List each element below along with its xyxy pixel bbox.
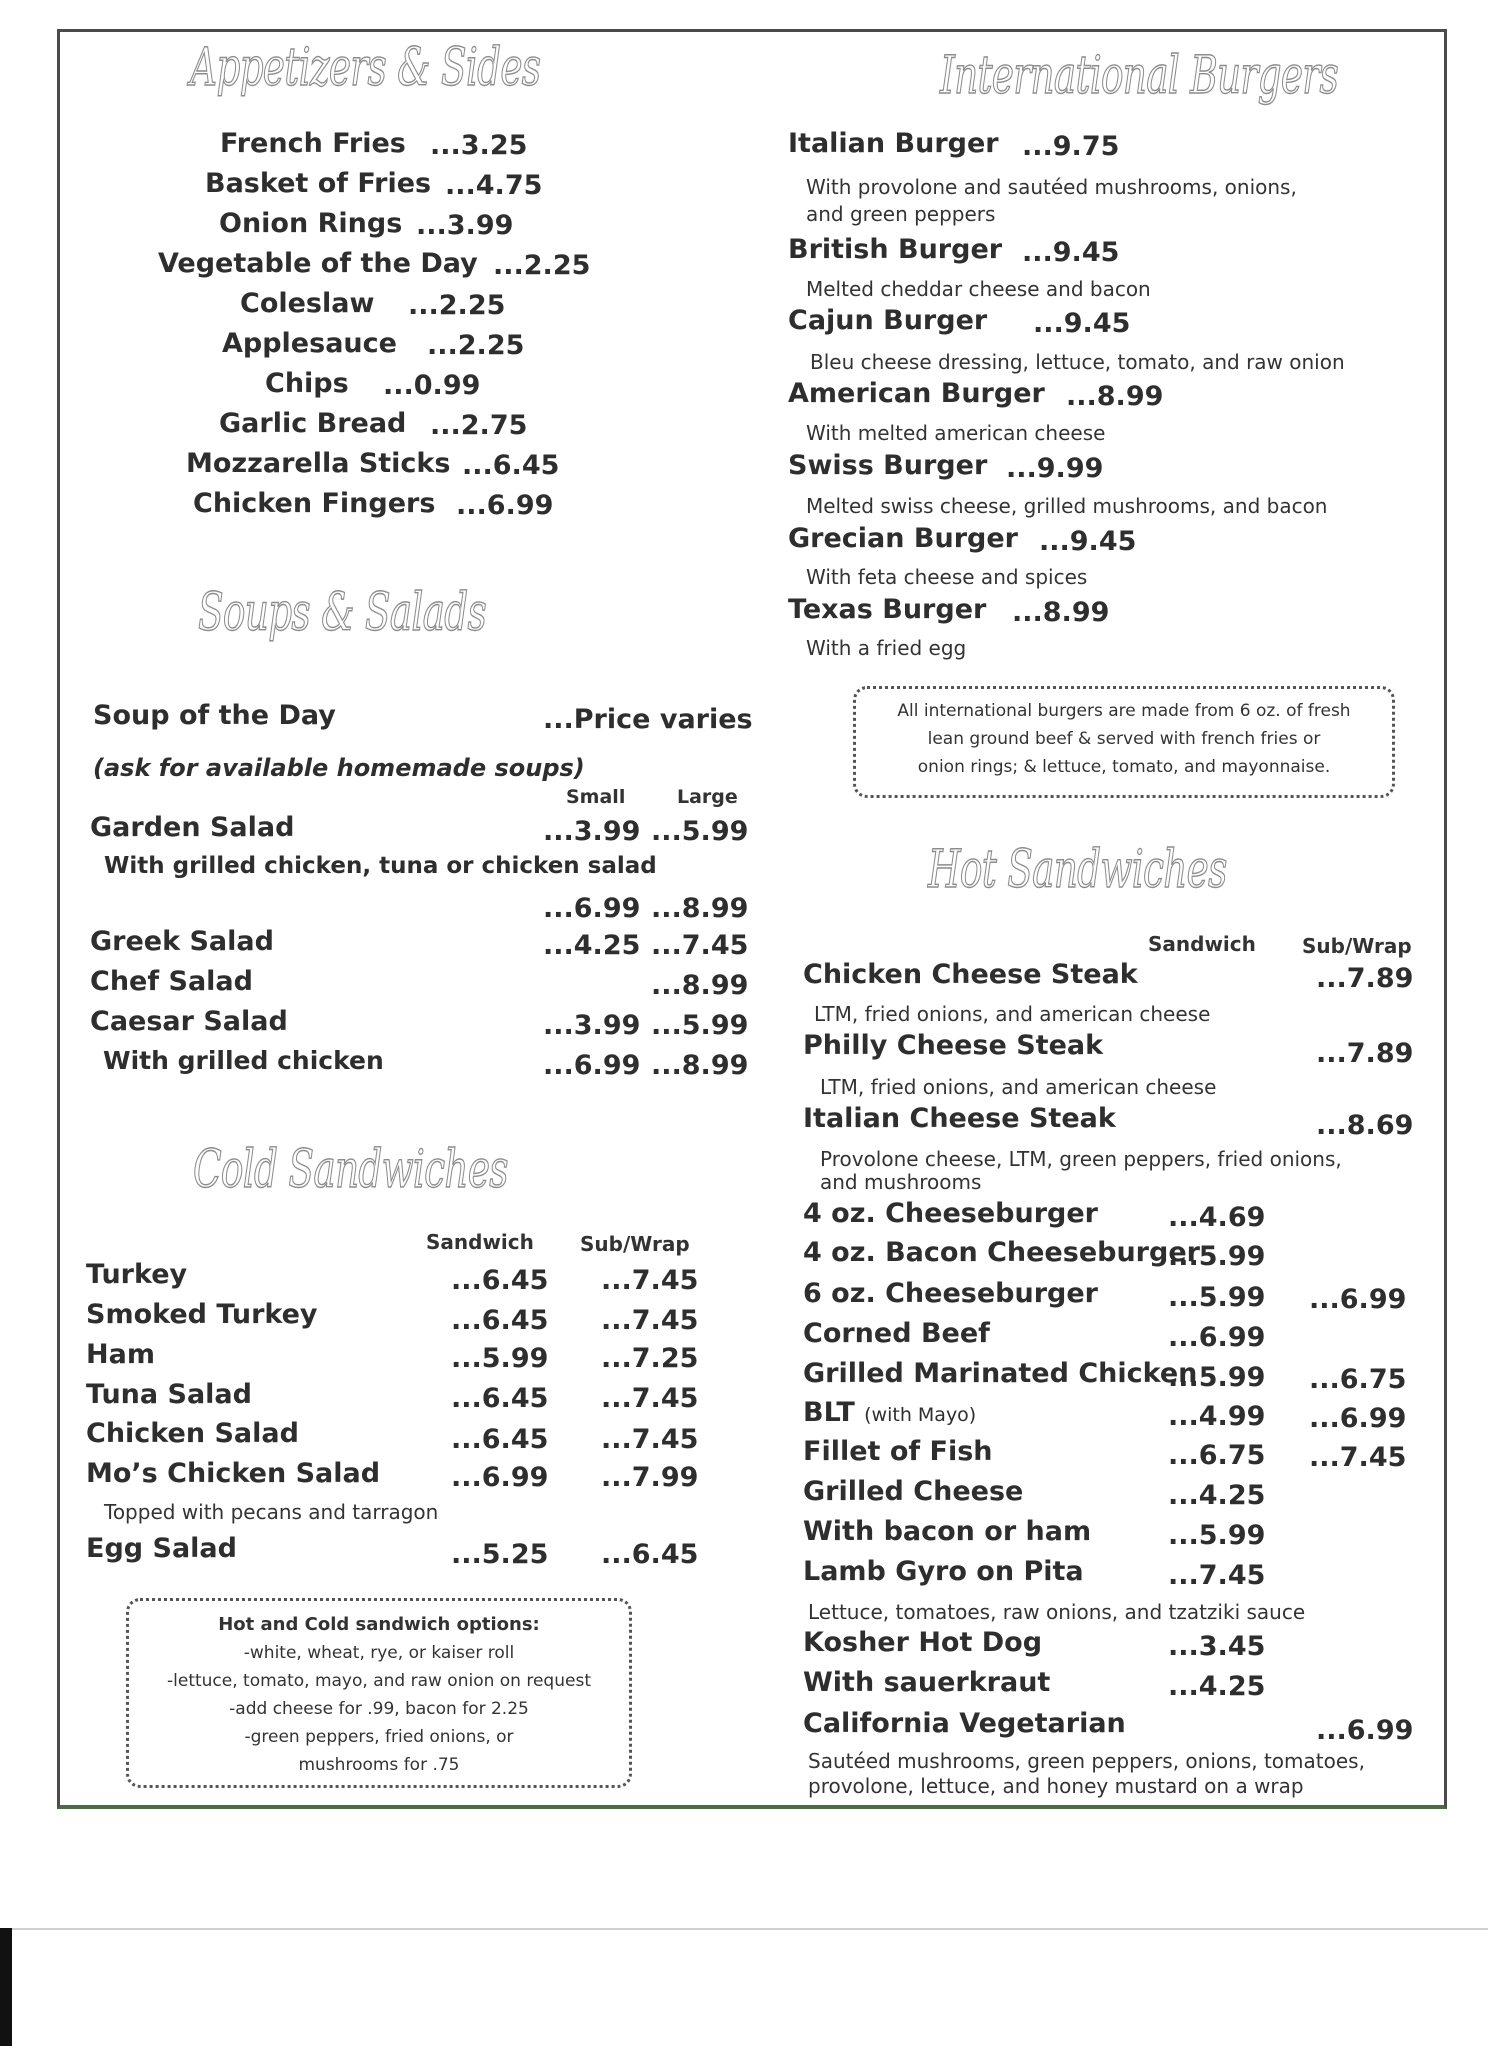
hot-sandwich-price: ...4.25 <box>1168 1480 1266 1511</box>
col-small: Small <box>566 786 626 808</box>
sub-price: ...7.45 <box>601 1305 699 1336</box>
burger-note-box <box>853 686 1395 798</box>
salad-name: Garden Salad <box>90 812 295 843</box>
hot-item-desc: provolone, lettuce, and honey mustard on a wrap <box>808 1774 1304 1798</box>
burger-price: ...9.75 <box>1022 131 1120 162</box>
salad-large-price: ...8.99 <box>651 970 749 1001</box>
blt-extra: (with Mayo) <box>864 1404 977 1426</box>
soup-note: (ask for available homemade soups) <box>93 754 585 782</box>
hot-heading: Hot Sandwiches <box>928 840 1227 900</box>
scan-edge <box>0 1928 12 2046</box>
hot-sub-price: ...6.99 <box>1309 1403 1407 1434</box>
hot-sandwich-price: ...4.99 <box>1168 1401 1266 1432</box>
burger-price: ...9.45 <box>1033 308 1131 339</box>
menu-item-name: Garlic Bread <box>219 408 407 439</box>
menu-item-price: ...2.25 <box>408 290 506 321</box>
burger-desc: Melted cheddar cheese and bacon <box>806 277 1151 301</box>
menu-item-name: Vegetable of the Day <box>158 248 478 279</box>
sandwich-name: Egg Salad <box>86 1533 237 1564</box>
hot-item-desc: LTM, fried onions, and american cheese <box>814 1002 1211 1026</box>
burger-price: ...8.99 <box>1066 381 1164 412</box>
hot-sandwich-price: ...6.99 <box>1168 1322 1266 1353</box>
hot-sub-price: ...6.75 <box>1309 1364 1407 1395</box>
menu-item-price: ...4.75 <box>445 170 543 201</box>
sandwich-name: Mo’s Chicken Salad <box>86 1458 381 1489</box>
sub-price: ...7.99 <box>601 1462 699 1493</box>
sub-price: ...7.45 <box>601 1424 699 1455</box>
sub-price: ...6.45 <box>601 1539 699 1570</box>
sandwich-name: Tuna Salad <box>86 1379 252 1410</box>
sandwich-price: ...6.45 <box>451 1265 549 1296</box>
hot-sub-price: ...8.69 <box>1316 1110 1414 1141</box>
sandwich-name: Smoked Turkey <box>86 1299 318 1330</box>
menu-item-name: Basket of Fries <box>205 168 432 199</box>
burgers-heading: International Burgers <box>940 46 1338 106</box>
hot-item-desc: LTM, fried onions, and american cheese <box>820 1075 1217 1099</box>
sub-price: ...7.25 <box>601 1343 699 1374</box>
menu-item-price: ...3.99 <box>416 210 514 241</box>
salad-small-price: ...6.99 <box>543 1050 641 1081</box>
menu-item-price: ...6.45 <box>462 450 560 481</box>
sandwich-price: ...5.99 <box>451 1343 549 1374</box>
hot-sandwich-price: ...3.45 <box>1168 1631 1266 1662</box>
hot-item-name: Philly Cheese Steak <box>803 1030 1104 1061</box>
salad-large-price: ...5.99 <box>651 1010 749 1041</box>
hot-sub-price: ...7.89 <box>1316 1038 1414 1069</box>
burger-desc: With melted american cheese <box>806 421 1106 445</box>
burger-price: ...8.99 <box>1012 597 1110 628</box>
options-line: -white, wheat, rye, or kaiser roll <box>243 1643 515 1663</box>
burger-desc: and green peppers <box>806 202 996 226</box>
soup-price: ...Price varies <box>543 704 753 735</box>
sandwich-name: Ham <box>86 1339 155 1370</box>
col-sub-wrap: Sub/Wrap <box>580 1232 690 1256</box>
salad-name: With grilled chicken <box>103 1046 384 1075</box>
burger-desc: With feta cheese and spices <box>806 565 1088 589</box>
burger-note-line: All international burgers are made from 6 oz. of fresh <box>897 701 1351 721</box>
appetizers-heading: Appetizers & Sides <box>190 38 541 98</box>
hot-sandwich-price: ...5.99 <box>1168 1241 1266 1272</box>
sub-price: ...7.45 <box>601 1265 699 1296</box>
burger-desc: Melted swiss cheese, grilled mushrooms, and bacon <box>806 494 1328 518</box>
hot-item-desc: and mushrooms <box>820 1170 982 1194</box>
col-sub-wrap: Sub/Wrap <box>1302 934 1412 958</box>
hot-item-name: Chicken Cheese Steak <box>803 959 1138 990</box>
salad-name: Greek Salad <box>90 926 274 957</box>
sandwich-price: ...6.99 <box>451 1462 549 1493</box>
hot-item-name: 6 oz. Cheeseburger <box>803 1278 1098 1309</box>
col-large: Large <box>677 786 738 808</box>
hot-sandwich-price: ...7.45 <box>1168 1560 1266 1591</box>
menu-item-price: ...6.99 <box>456 490 554 521</box>
col-sandwich: Sandwich <box>1148 932 1256 956</box>
salad-small-price: ...3.99 <box>543 1010 641 1041</box>
menu-item-name: Coleslaw <box>240 288 375 319</box>
salad-large-price: ...8.99 <box>651 1050 749 1081</box>
burger-name: Cajun Burger <box>788 305 988 336</box>
salad-large-price: ...7.45 <box>651 930 749 961</box>
menu-item-name: Chicken Fingers <box>193 488 436 519</box>
options-line: mushrooms for .75 <box>298 1755 460 1775</box>
hot-sandwich-price: ...4.69 <box>1168 1202 1266 1233</box>
options-line: -green peppers, fried onions, or <box>244 1727 514 1747</box>
salad-note: With grilled chicken, tuna or chicken salad <box>104 853 657 879</box>
hot-sandwich-price: ...5.99 <box>1168 1520 1266 1551</box>
burger-name: British Burger <box>788 234 1003 265</box>
sub-price: ...7.45 <box>601 1383 699 1414</box>
hot-item-name: Grilled Cheese <box>803 1476 1024 1507</box>
salad-small-price: ...4.25 <box>543 930 641 961</box>
hot-sub-price: ...6.99 <box>1309 1284 1407 1315</box>
burger-note-line: onion rings; & lettuce, tomato, and mayonnaise. <box>917 757 1331 777</box>
hot-item-desc: Lettuce, tomatoes, raw onions, and tzatziki sauce <box>808 1600 1306 1624</box>
burger-desc: Bleu cheese dressing, lettuce, tomato, and raw onion <box>810 350 1345 374</box>
hot-item-name: Italian Cheese Steak <box>803 1103 1116 1134</box>
sandwich-name: Turkey <box>86 1259 188 1290</box>
hot-sub-price: ...7.45 <box>1309 1442 1407 1473</box>
hot-item-name: 4 oz. Bacon Cheeseburger <box>803 1237 1200 1268</box>
hot-sub-price: ...7.89 <box>1316 963 1414 994</box>
sandwich-price: ...6.45 <box>451 1383 549 1414</box>
burger-desc: With provolone and sautéed mushrooms, onions, <box>806 175 1297 199</box>
sandwich-note: Topped with pecans and tarragon <box>104 1500 439 1524</box>
hot-item-name: With sauerkraut <box>803 1667 1051 1698</box>
blt-name: BLT <box>803 1397 855 1428</box>
hot-item-desc: Provolone cheese, LTM, green peppers, fried onions, <box>820 1147 1342 1171</box>
salad-large-price: ...5.99 <box>651 816 749 847</box>
options-title: Hot and Cold sandwich options: <box>218 1614 540 1635</box>
hot-item-name: Grilled Marinated Chicken <box>803 1358 1198 1389</box>
burger-name: Swiss Burger <box>788 450 988 481</box>
burger-name: Grecian Burger <box>788 523 1018 554</box>
soups-heading: Soups & Salads <box>198 583 486 643</box>
burger-desc: With a fried egg <box>806 636 967 660</box>
hot-item-desc: Sautéed mushrooms, green peppers, onions, tomatoes, <box>808 1749 1365 1773</box>
sandwich-options-box <box>126 1598 632 1788</box>
hot-item-name: Corned Beef <box>803 1318 990 1349</box>
menu-item-price: ...3.25 <box>430 130 528 161</box>
page-edge <box>0 1928 1488 1930</box>
salad-name: Caesar Salad <box>90 1006 288 1037</box>
sandwich-name: Chicken Salad <box>86 1418 299 1449</box>
hot-sandwich-price: ...5.99 <box>1168 1282 1266 1313</box>
hot-item-name: 4 oz. Cheeseburger <box>803 1198 1098 1229</box>
menu-item-price: ...2.75 <box>430 410 528 441</box>
options-line: -add cheese for .99, bacon for 2.25 <box>229 1699 529 1719</box>
menu-item-name: Mozzarella Sticks <box>186 448 451 479</box>
hot-sub-price: ...6.99 <box>1316 1715 1414 1746</box>
burger-price: ...9.45 <box>1022 237 1120 268</box>
hot-item-name: With bacon or ham <box>803 1516 1092 1547</box>
salad-large-price: ...8.99 <box>651 893 749 924</box>
salad-name: Chef Salad <box>90 966 253 997</box>
hot-item-name: Kosher Hot Dog <box>803 1627 1043 1658</box>
burger-name: Texas Burger <box>788 594 987 625</box>
menu-item-name: French Fries <box>220 128 406 159</box>
salad-small-price: ...6.99 <box>543 893 641 924</box>
hot-item-name: Fillet of Fish <box>803 1436 993 1467</box>
burger-price: ...9.45 <box>1039 526 1137 557</box>
cold-heading: Cold Sandwiches <box>193 1140 508 1200</box>
menu-item-name: Applesauce <box>222 328 397 359</box>
hot-item-name: Lamb Gyro on Pita <box>803 1556 1084 1587</box>
salad-small-price: ...3.99 <box>543 816 641 847</box>
hot-item-name <box>803 1397 976 1428</box>
hot-item-name: California Vegetarian <box>803 1708 1126 1739</box>
menu-item-price: ...0.99 <box>383 370 481 401</box>
menu-item-name: Chips <box>265 368 349 399</box>
menu-item-price: ...2.25 <box>427 330 525 361</box>
menu-item-price: ...2.25 <box>493 250 591 281</box>
burger-note-line: lean ground beef & served with french fries or <box>927 729 1321 749</box>
burger-price: ...9.99 <box>1006 453 1104 484</box>
menu-item-name: Onion Rings <box>219 208 403 239</box>
hot-sandwich-price: ...5.99 <box>1168 1362 1266 1393</box>
col-sandwich: Sandwich <box>426 1230 534 1254</box>
hot-sandwich-price: ...4.25 <box>1168 1671 1266 1702</box>
soup-name: Soup of the Day <box>93 700 336 731</box>
options-line: -lettuce, tomato, mayo, and raw onion on request <box>167 1671 591 1691</box>
sandwich-price: ...6.45 <box>451 1305 549 1336</box>
sandwich-price: ...6.45 <box>451 1424 549 1455</box>
sandwich-price: ...5.25 <box>451 1539 549 1570</box>
burger-name: Italian Burger <box>788 128 999 159</box>
burger-name: American Burger <box>788 378 1045 409</box>
hot-sandwich-price: ...6.75 <box>1168 1440 1266 1471</box>
